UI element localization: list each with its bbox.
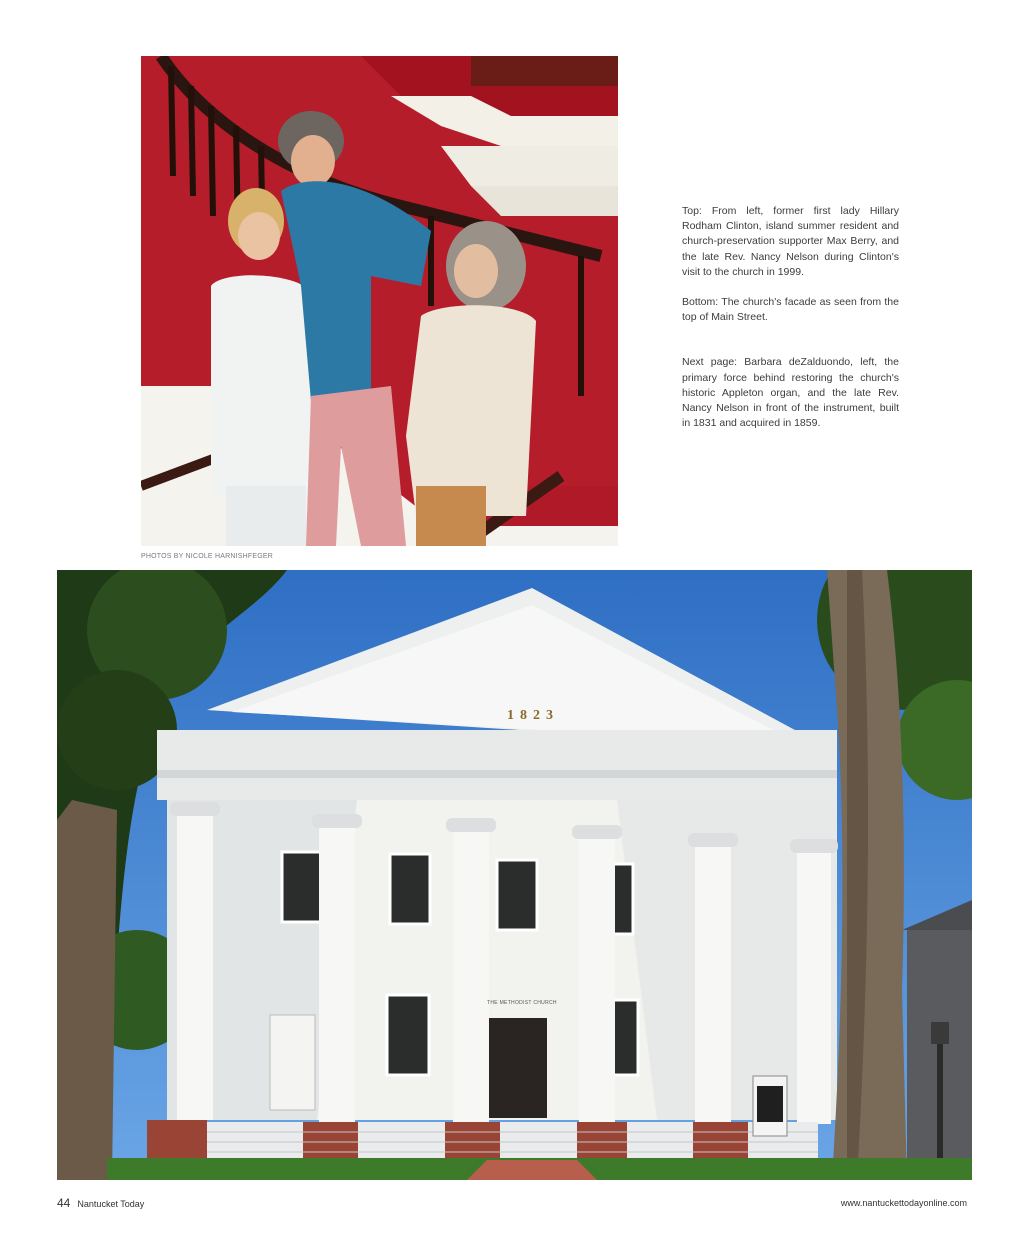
page-number: 44 xyxy=(57,1196,71,1210)
website-url: www.nantuckettodayonline.com xyxy=(840,1198,967,1208)
caption-block xyxy=(682,204,899,431)
publication-name: Nantucket Today xyxy=(77,1199,145,1209)
caption-next-page: Next page: Barbara deZalduondo, left, the primary force behind restoring the church's historic Appleton organ, and the late Rev. Nancy Nelson in front of the instrument, built in 1831 and acquired in 1859. xyxy=(682,356,899,430)
caption-top: Top: From left, former first lady Hillary Rodham Clinton, island summer resident and church-preservation supporter Max Berry, and the late Rev. Nancy Nelson during Clinton's visit to the church in 1999. xyxy=(682,205,899,278)
footer-left xyxy=(57,1196,144,1210)
church-date-inscription: 1823 xyxy=(507,708,559,723)
top-photo xyxy=(141,56,618,546)
caption-bottom: Bottom: The church's facade as seen from the top of Main Street. xyxy=(682,296,899,324)
church-photo xyxy=(57,570,972,1180)
church-sign: THE METHODIST CHURCH xyxy=(487,1000,557,1006)
photo-credit: PHOTOS BY NICOLE HARNISHFEGER xyxy=(141,553,273,560)
